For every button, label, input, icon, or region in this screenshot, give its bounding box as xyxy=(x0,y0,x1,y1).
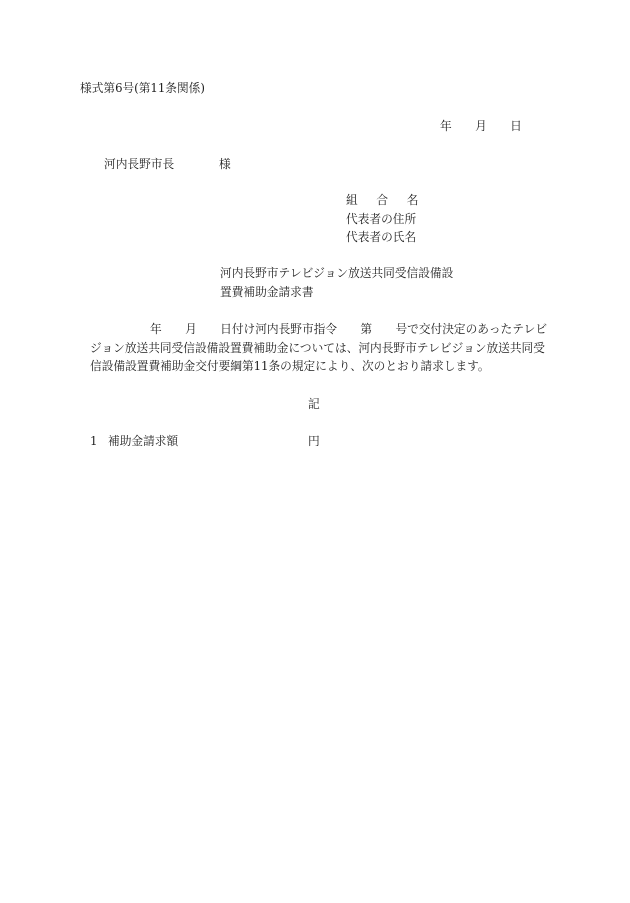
representative-address-label: 代表者の住所 xyxy=(346,212,417,226)
document-title-line: 河内長野市テレビジョン放送共同受信設備設 xyxy=(220,266,454,280)
addressee-name: 河内長野市長 xyxy=(104,157,175,171)
date-line: 年 月 日 xyxy=(440,119,522,133)
body-text-line: ジョン放送共同受信設備設置費補助金については、河内長野市テレビジョン放送共同受 xyxy=(90,341,545,355)
body-text-line: 信設備設置費補助金交付要綱第11条の規定により、次のとおり請求します。 xyxy=(90,359,490,373)
document-title-line: 置費補助金請求書 xyxy=(220,285,314,299)
item-label: 補助金請求額 xyxy=(108,434,179,448)
addressee-honorific: 様 xyxy=(219,157,231,171)
body-text-line: 年 月 日付け河内長野市指令 第 号で交付決定のあったテレビ xyxy=(150,322,548,336)
representative-name-label: 代表者の氏名 xyxy=(346,230,417,244)
ki-heading: 記 xyxy=(308,397,320,411)
form-number: 様式第6号(第11条関係) xyxy=(80,81,205,95)
item-unit: 円 xyxy=(308,434,320,448)
item-number: 1 xyxy=(90,434,98,448)
group-name-label: 組 合 名 xyxy=(346,193,422,207)
